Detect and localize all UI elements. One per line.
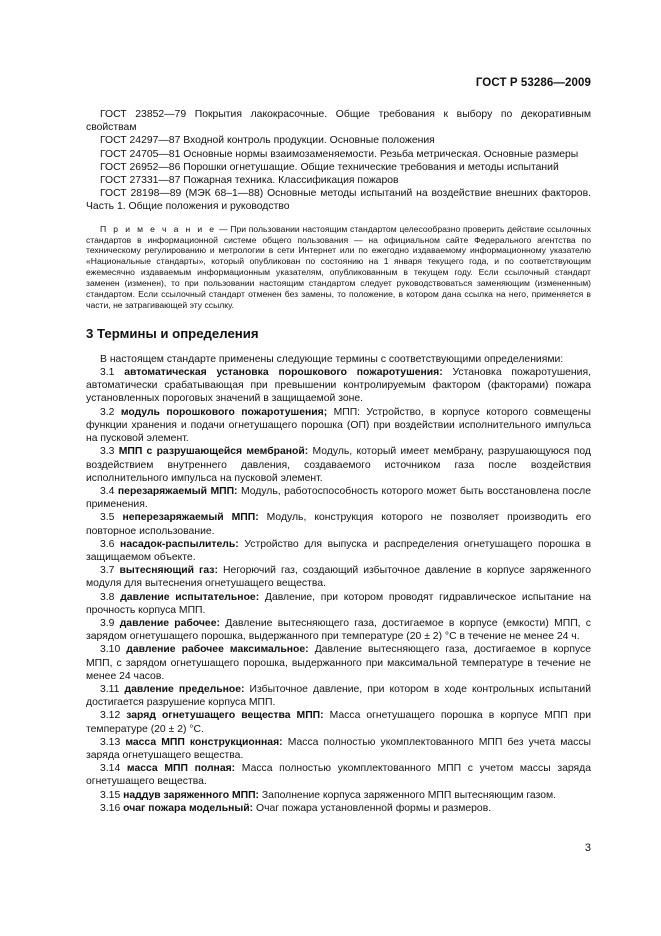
definition-number: 3.2 (100, 406, 121, 418)
reference-item: ГОСТ 27331—87 Пожарная техника. Классификация пожаров (100, 175, 399, 187)
definition-term: вытесняющий газ: (119, 565, 218, 577)
note-paragraph (86, 224, 591, 311)
definition-item (86, 736, 591, 762)
definition-text: Устройство для выпуска и распределения огнетушащего порошка в защищаемом объекте. (86, 538, 591, 563)
definition-term: заряд огнетушащего вещества МПП: (126, 710, 324, 722)
definition-item (86, 617, 591, 643)
reference-item: ГОСТ 24297—87 Входной контроль продукции. Основные положения (100, 135, 435, 147)
definition-term: очаг пожара модельный: (123, 802, 254, 814)
definition-term: модуль порошкового пожаротушения; (120, 406, 328, 418)
definition-item (86, 802, 591, 815)
definition-item (86, 789, 591, 802)
definition-text: Давление, при котором проводят гидравлическое испытание на прочность корпуса МПП. (86, 591, 591, 616)
definition-number: 3.16 (100, 802, 124, 814)
definition-number: 3.1 (100, 367, 125, 379)
section-title: 3 Термины и определения (86, 325, 259, 341)
definition-term: давление предельное: (124, 683, 245, 695)
definition-item (86, 538, 591, 564)
definition-text: Установка пожаротушения, автоматически срабатывающая при превышении контролируемым фактором (факторами) пожара установленных пороговых значений в защищаемой зоне. (86, 367, 591, 405)
reference-item: ГОСТ 26952—86 Порошки огнетушащие. Общие технические требования и методы испытаний (100, 161, 559, 173)
definitions-list (86, 366, 591, 815)
definition-number: 3.8 (100, 591, 121, 603)
definition-number: 3.12 (100, 710, 127, 722)
page-content (86, 108, 591, 815)
definition-number: 3.10 (100, 644, 127, 656)
definition-term: МПП с разрушающейся мембраной: (118, 446, 309, 458)
definition-term: давление испытательное: (120, 591, 260, 603)
definition-text: Масса полностью укомплектованного МПП с учетом массы заряда огнетушащего вещества. (86, 763, 591, 788)
definition-text: Избыточное давление, при котором в ходе контрольных испытаний достигается разрушение корпуса МПП. (86, 683, 591, 709)
definition-number: 3.15 (100, 789, 124, 801)
note-text: — При пользовании настоящим стандартом целесообразно проверить действие ссылочных стандартов в информационной системе общего пользования — на официальном сайте Федерального агентства по техническому регулированию и метрологии в сети Интернет или по ежегодно издаваемому информационному указателю «Национальные стандарты», который опубликован по состоянию на 1 января текущего года, и по соответствующим ежемесячно издаваемым информационным указателям, опубликованным в текущем году. Если ссылочный стандарт заменен (изменен), то при пользовании настоящим стандартом следует руководствоваться заменяющим (измененным) стандартом. Если ссылочный стандарт отменен без замены, то положение, в котором дана ссылка на него, применяется в части, не затрагивающей эту ссылку. (86, 223, 591, 310)
reference-item: ГОСТ 28198—89 (МЭК 68–1—88) Основные методы испытаний на воздействие внешних факторов. Часть 1. Общие положения и руководство (86, 188, 591, 213)
definition-number: 3.14 (100, 763, 127, 775)
definition-text: Масса полностью укомплектованного МПП без учета массы заряда огнетушащего вещества. (86, 736, 591, 761)
definition-text: Модуль, который имеет мембрану, разрушающуюся под воздействием внутреннего давления, создаваемого источником газа после воздействия исполнительного импульса на пусковой элемент. (86, 446, 591, 484)
definition-item (86, 643, 591, 683)
note-label: П р и м е ч а н и е (100, 223, 217, 234)
definition-number: 3.6 (100, 538, 121, 550)
definition-text: Негорючий газ, создающий избыточное давление в корпусе заряженного модуля для вытеснения огнетушащего вещества. (86, 565, 591, 590)
definition-text: Очаг пожара установленной формы и размеров. (253, 802, 492, 814)
definition-term: перезаряжаемый МПП: (117, 485, 238, 497)
definition-term: насадок-распылитель: (120, 538, 239, 550)
definition-item (86, 445, 591, 485)
reference-item: ГОСТ 24705—81 Основные нормы взаимозаменяемости. Резьба метрическая. Основные размеры (100, 148, 579, 160)
reference-item: ГОСТ 23852—79 Покрытия лакокрасочные. Общие требования к выбору по декоративным свойствам (86, 109, 591, 134)
definition-item (86, 511, 591, 537)
definition-number: 3.3 (100, 446, 119, 458)
definition-text: Модуль, работоспособность которого может быть восстановлена после применения. (86, 485, 591, 511)
definition-item (86, 683, 591, 709)
definition-item (86, 366, 591, 406)
definition-text: Давление вытесняющего газа, достигаемое в корпусе (емкости) МПП, с зарядом огнетушащего порошка, выдержанного при температуре (20 ± 2) °С в течение не менее 24 ч. (86, 617, 591, 643)
page-header-standard: ГОСТ Р 53286—2009 (475, 77, 591, 89)
references-list (86, 108, 591, 214)
definition-item (86, 406, 591, 446)
definition-term: автоматическая установка порошкового пожаротушения: (124, 367, 443, 379)
definition-item (86, 564, 591, 590)
definition-number: 3.13 (100, 736, 126, 748)
definition-number: 3.4 (100, 485, 118, 497)
definition-text: Давление вытесняющего газа, достигаемое в корпусе МПП, с зарядом огнетушащего порошка, выдержанного при максимальной температуре в течение не менее 24 часов. (86, 644, 592, 682)
definition-term: давление рабочее максимальное: (126, 644, 309, 656)
definition-number: 3.7 (100, 565, 120, 577)
section-intro: В настоящем стандарте применены следующие термины с соответствующими определениями: (100, 353, 564, 365)
definition-text: Масса огнетушащего порошка в корпусе МПП при температуре (20 ± 2) °С. (86, 710, 591, 735)
definition-text: Заполнение корпуса заряженного МПП вытесняющим газом. (259, 789, 557, 801)
definition-number: 3.5 (100, 512, 123, 524)
definition-number: 3.9 (100, 617, 120, 629)
definition-item (86, 762, 591, 788)
definition-item (86, 485, 591, 511)
definition-term: давление рабочее: (119, 617, 220, 629)
page-number: 3 (584, 842, 591, 854)
definition-term: наддув заряженного МПП: (123, 789, 260, 801)
definition-term: масса МПП полная: (126, 763, 236, 775)
definition-term: неперезаряжаемый МПП: (122, 512, 259, 524)
definition-text: МПП: Устройство, в корпусе которого совмещены функции хранения и подачи огнетушащего порошка (ОП) при воздействии исполнительного импульса на пусковой элемент. (86, 406, 591, 445)
definition-item (86, 591, 591, 617)
definition-text: Модуль, конструкция которого не позволяет производить его повторное использование. (86, 512, 591, 537)
definition-number: 3.11 (100, 683, 125, 695)
definition-item (86, 709, 591, 735)
definition-term: масса МПП конструкционная: (125, 736, 283, 748)
